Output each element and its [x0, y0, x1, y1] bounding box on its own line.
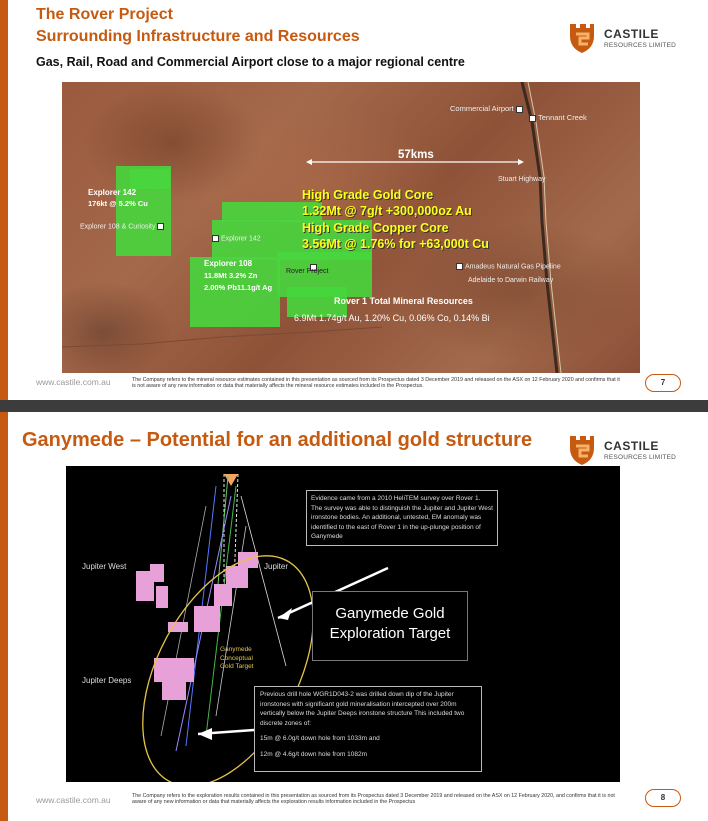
slide-title-line1: The Rover Project [36, 6, 173, 23]
logo-name: CASTILE [604, 27, 659, 41]
rover1-value: 6.9Mt 1.74g/t Au, 1.20% Cu, 0.06% Co, 0.14% Bi [294, 313, 490, 323]
castile-logo-icon [566, 20, 598, 54]
copper-core-title: High Grade Copper Core [302, 221, 449, 235]
ganymede-target-box [312, 591, 468, 661]
page-number: 8 [645, 789, 681, 807]
geology-diagram [66, 466, 620, 782]
castile-logo [566, 20, 696, 54]
satellite-map [62, 82, 640, 373]
logo-subtitle: RESOURCES LIMITED [604, 454, 677, 461]
gold-core-value: 1.32Mt @ 7g/t +300,000oz Au [302, 204, 472, 218]
rover1-title: Rover 1 Total Mineral Resources [334, 296, 473, 306]
map-label-tennant-creek: Tennant Creek [529, 113, 587, 122]
gold-core-title: High Grade Gold Core [302, 188, 434, 202]
rover-project-label: Rover Project [286, 268, 329, 275]
drillhole-callout [254, 686, 482, 772]
slide-7 [0, 0, 708, 400]
logo-name: CASTILE [604, 439, 659, 453]
explorer-108-title: Explorer 108 [204, 259, 253, 268]
slide-separator [0, 400, 708, 412]
explorer-142-pin-label: Explorer 142 [212, 235, 261, 242]
explorer-108-marker-icon [157, 223, 164, 230]
explorer-142-value: 176kt @ 5.2% Cu [88, 199, 148, 208]
pipeline-marker-icon [456, 263, 463, 270]
explorer-108-curiosity-label: Explorer 108 & Curiosity [80, 223, 166, 230]
slide-title-line2: Surrounding Infrastructure and Resources [36, 28, 360, 45]
label-jupiter-deeps: Jupiter Deeps [82, 676, 132, 685]
pipeline-label: Amadeus Natural Gas Pipeline [456, 263, 561, 270]
distance-label: 57kms [398, 149, 434, 161]
slide-accent-bar [0, 412, 8, 821]
drillhole-intro: Previous drill hole WGR1D043-2 was drilled down dip of the Jupiter ironstones with significant gold mineralisation intercepted over 200m vertically below the Jupiter Deeps ironstone structure This included two discrete zones of: [260, 691, 465, 727]
drillhole-zone-1: 15m @ 6.0g/t down hole from 1033m and [260, 735, 380, 742]
explorer-108-line1: 11.8Mt 3.2% Zn [204, 271, 258, 280]
evidence-callout: Evidence came from a 2010 HeliTEM survey over Rover 1. The survey was able to distinguish the Jupiter and Jupiter West ironstone bodies. An additional, untested, EM anomaly was identified to the east of Rover 1 in the up-plunge position of Ganymede [306, 490, 498, 546]
page-number: 7 [645, 374, 681, 392]
castile-logo [566, 432, 696, 466]
explorer-142-marker-icon [212, 235, 219, 242]
railway-label: Adelaide to Darwin Railway [468, 277, 554, 284]
drillhole-zone-2: 12m @ 4.6g/t down hole from 1082m [260, 750, 368, 758]
footer-disclaimer: The Company refers to the mineral resource estimates contained in this presentation as sourced from its Prospectus dated 3 December 2019 and released on the ASX on 12 February 2020 and confirms that it is not aware of any new information or data that materially affects the mineral resource estimates included in the Prospectus. [132, 377, 620, 390]
label-jupiter-west: Jupiter West [82, 562, 127, 571]
slide-subtitle: Gas, Rail, Road and Commercial Airport close to a major regional centre [36, 55, 465, 69]
explorer-108-line2: 2.00% Pb11.1g/t Ag [204, 283, 273, 292]
label-jupiter: Jupiter [264, 562, 289, 571]
explorer-142-title: Explorer 142 [88, 188, 137, 197]
footer-url[interactable]: www.castile.com.au [36, 795, 111, 805]
copper-core-value: 3.56Mt @ 1.76% for +63,000t Cu [302, 237, 489, 251]
footer-disclaimer: The Company refers to the exploration results contained in this presentation as sourced from its Prospectus dated 3 December 2019 and released on the ASX on 12 February 2020, and confirms that it is not aware of any new information or data that materially affects the exploration results information included in the Prospectus [132, 793, 615, 806]
ganymede-target-title: Ganymede Gold Exploration Target [329, 605, 451, 642]
footer-url[interactable]: www.castile.com.au [36, 377, 111, 387]
slide-accent-bar [0, 0, 8, 400]
logo-subtitle: RESOURCES LIMITED [604, 42, 677, 49]
castile-logo-icon [566, 432, 598, 466]
slide-title: Ganymede – Potential for an additional gold structure [22, 429, 533, 451]
ganymede-conceptual-label: Ganymede Conceptual Gold Target [220, 646, 254, 670]
map-label-highway: Stuart Highway [498, 176, 546, 183]
map-label-airport: Commercial Airport [450, 104, 525, 113]
